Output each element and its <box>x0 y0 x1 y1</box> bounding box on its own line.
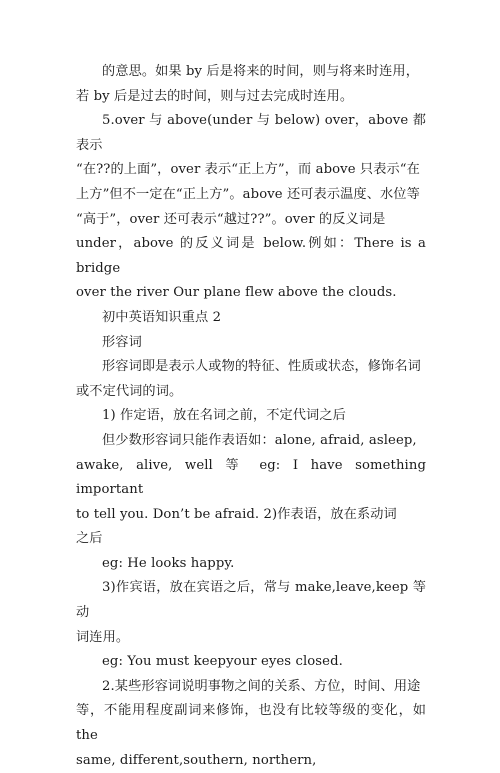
text-line: 形容词即是表示人或物的特征、性质或状态，修饰名词 <box>102 359 421 375</box>
text-line: 但少数形容词只能作表语如：alone, afraid, asleep, <box>102 432 417 448</box>
text-line: under，above 的反义词是 below.例如：There is a bridge <box>76 236 426 276</box>
text-line: 3)作宾语，放在宾语之后，常与 make,leave,keep 等动 <box>76 580 426 621</box>
text-line: 1) 作定语，放在名词之前，不定代词之后 <box>102 408 346 424</box>
text-line: eg: You must keepyour eyes closed. <box>102 654 343 670</box>
text-line: “高于”，over 还可表示“越过??”。over 的反义词是 <box>76 211 386 227</box>
document-body <box>76 60 426 773</box>
subsection-heading: 形容词 <box>102 334 142 350</box>
text-line: 词连用。 <box>76 629 130 645</box>
text-line: 若 by 后是过去的时间，则与过去完成时连用。 <box>76 88 354 104</box>
text-line: 5.over 与 above(under 与 below) over，above 都表示 <box>76 113 426 153</box>
text-line: to tell you. Don’t be afraid. 2)作表语，放在系动词 <box>76 506 397 522</box>
text-line: eg: He looks happy. <box>102 555 235 571</box>
text-line: over the river Our plane flew above the clouds. <box>76 285 397 301</box>
text-line: 的意思。如果 by 后是将来的时间，则与将来时连用， <box>102 64 419 79</box>
text-line: 2.某些形容词说明事物之间的关系、方位，时间、用途 <box>102 678 421 694</box>
text-line: 或不定代词的词。 <box>76 383 183 399</box>
section-heading: 初中英语知识重点 2 <box>102 309 222 325</box>
text-line: awake, alive, well 等 eg: I have something important <box>76 457 426 498</box>
text-line: 等，不能用程度副词来修饰，也没有比较等级的变化，如 the <box>76 703 426 744</box>
text-line: 上方”但不一定在“正上方”。above 还可表示温度、水位等 <box>76 186 420 202</box>
text-line: same, different,southern, northern, <box>76 752 317 768</box>
text-line: “在??的上面”，over 表示“正上方”，而 above 只表示“在 <box>76 162 420 178</box>
text-line: 之后 <box>76 531 103 547</box>
